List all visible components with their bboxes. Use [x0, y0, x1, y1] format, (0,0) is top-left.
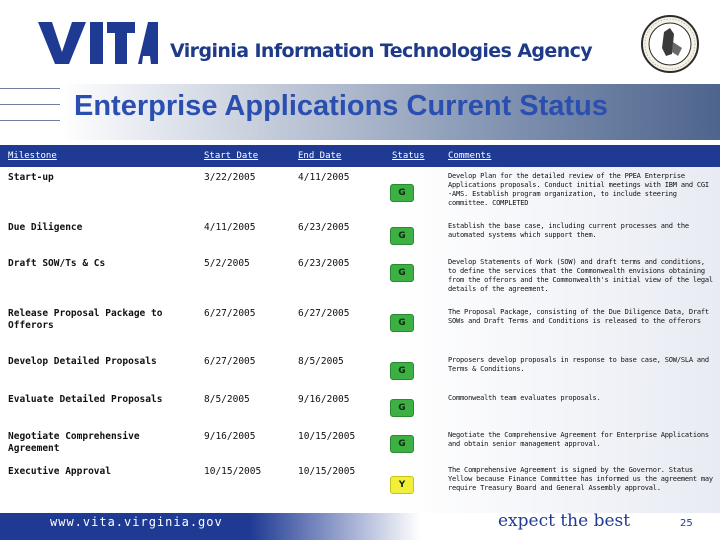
end-date-cell: 10/15/2005 — [298, 431, 356, 442]
table-row — [0, 172, 720, 222]
table-row — [0, 356, 720, 394]
table-header — [0, 145, 720, 167]
status-badge: G — [390, 184, 414, 202]
page-title: Enterprise Applications Current Status — [74, 90, 608, 122]
agency-name: Virginia Information Technologies Agency — [170, 40, 593, 62]
page-number: 25 — [680, 518, 693, 529]
table-row — [0, 431, 720, 467]
comments-cell: Negotiate the Comprehensive Agreement for Enterprise Applications and obtain senior management approval. — [448, 431, 709, 448]
status-badge: Y — [390, 476, 414, 494]
status-badge: G — [390, 399, 414, 417]
milestone-cell: Evaluate Detailed Proposals — [8, 394, 163, 405]
milestone-cell: Start-up — [8, 172, 54, 183]
start-date-cell: 3/22/2005 — [204, 172, 256, 183]
comments-cell: The Proposal Package, consisting of the Due Diligence Data, Draft SOWs and Draft Terms and Conditions is released to the offerors — [448, 308, 709, 325]
header-bar — [0, 0, 720, 84]
table-row — [0, 394, 720, 431]
start-date-cell: 10/15/2005 — [204, 466, 262, 477]
end-date-cell: 10/15/2005 — [298, 466, 356, 477]
milestone-cell: Due Diligence — [8, 222, 83, 233]
virginia-seal-icon — [640, 14, 700, 74]
start-date-cell: 5/2/2005 — [204, 258, 250, 269]
status-table — [0, 145, 720, 513]
end-date-cell: 6/23/2005 — [298, 258, 350, 269]
comments-cell: Commonwealth team evaluates proposals. — [448, 394, 601, 402]
milestone-cell: Draft SOW/Ts & Cs — [8, 258, 106, 269]
start-date-cell: 9/16/2005 — [204, 431, 256, 442]
footer-url[interactable]: www.vita.virginia.gov — [50, 515, 223, 529]
comments-cell: Develop Plan for the detailed review of the PPEA Enterprise Applications proposals. Conduct initial meetings with IBM and CGI -AMS. Establish program organization, to include steering committee. COMPLETED — [448, 172, 709, 207]
table-row — [0, 308, 720, 356]
start-date-cell: 6/27/2005 — [204, 308, 256, 319]
milestone-cell: Release Proposal Package to Offerors — [8, 308, 163, 331]
start-date-cell: 4/11/2005 — [204, 222, 256, 233]
milestone-cell: Negotiate Comprehensive Agreement — [8, 431, 140, 454]
status-badge: G — [390, 264, 414, 282]
status-badge: G — [390, 362, 414, 380]
column-header-comments: Comments — [448, 151, 492, 161]
status-badge: G — [390, 314, 414, 332]
status-badge: G — [390, 435, 414, 453]
end-date-cell: 8/5/2005 — [298, 356, 344, 367]
milestone-cell: Develop Detailed Proposals — [8, 356, 157, 367]
start-date-cell: 6/27/2005 — [204, 356, 256, 367]
table-row — [0, 222, 720, 258]
milestone-cell: Executive Approval — [8, 466, 111, 477]
end-date-cell: 9/16/2005 — [298, 394, 350, 405]
column-header-end-date: End Date — [298, 151, 342, 161]
end-date-cell: 6/27/2005 — [298, 308, 350, 319]
footer-tagline: expect the best — [498, 511, 631, 531]
status-badge: G — [390, 227, 414, 245]
comments-cell: Proposers develop proposals in response to base case, SOW/SLA and Terms & Conditions. — [448, 356, 709, 373]
comments-cell: Develop Statements of Work (SOW) and draft terms and conditions, to define the services that the Commonwealth envisions obtaining from the offerors and the Commonwealth's initial view of the legal details of the agreement. — [448, 258, 713, 293]
vita-logo — [38, 22, 158, 64]
column-header-status: Status — [392, 151, 425, 161]
column-header-milestone: Milestone — [8, 151, 57, 161]
start-date-cell: 8/5/2005 — [204, 394, 250, 405]
comments-cell: Establish the base case, including current processes and the automated systems which support them. — [448, 222, 689, 239]
table-row — [0, 466, 720, 512]
title-decor-lines — [0, 88, 60, 128]
table-row — [0, 258, 720, 308]
column-header-start-date: Start Date — [204, 151, 259, 161]
end-date-cell: 6/23/2005 — [298, 222, 350, 233]
end-date-cell: 4/11/2005 — [298, 172, 350, 183]
comments-cell: The Comprehensive Agreement is signed by the Governor. Status Yellow because Finance Committee has informed us the agreement may require Treasury Board and General Assembly approval. — [448, 466, 713, 492]
